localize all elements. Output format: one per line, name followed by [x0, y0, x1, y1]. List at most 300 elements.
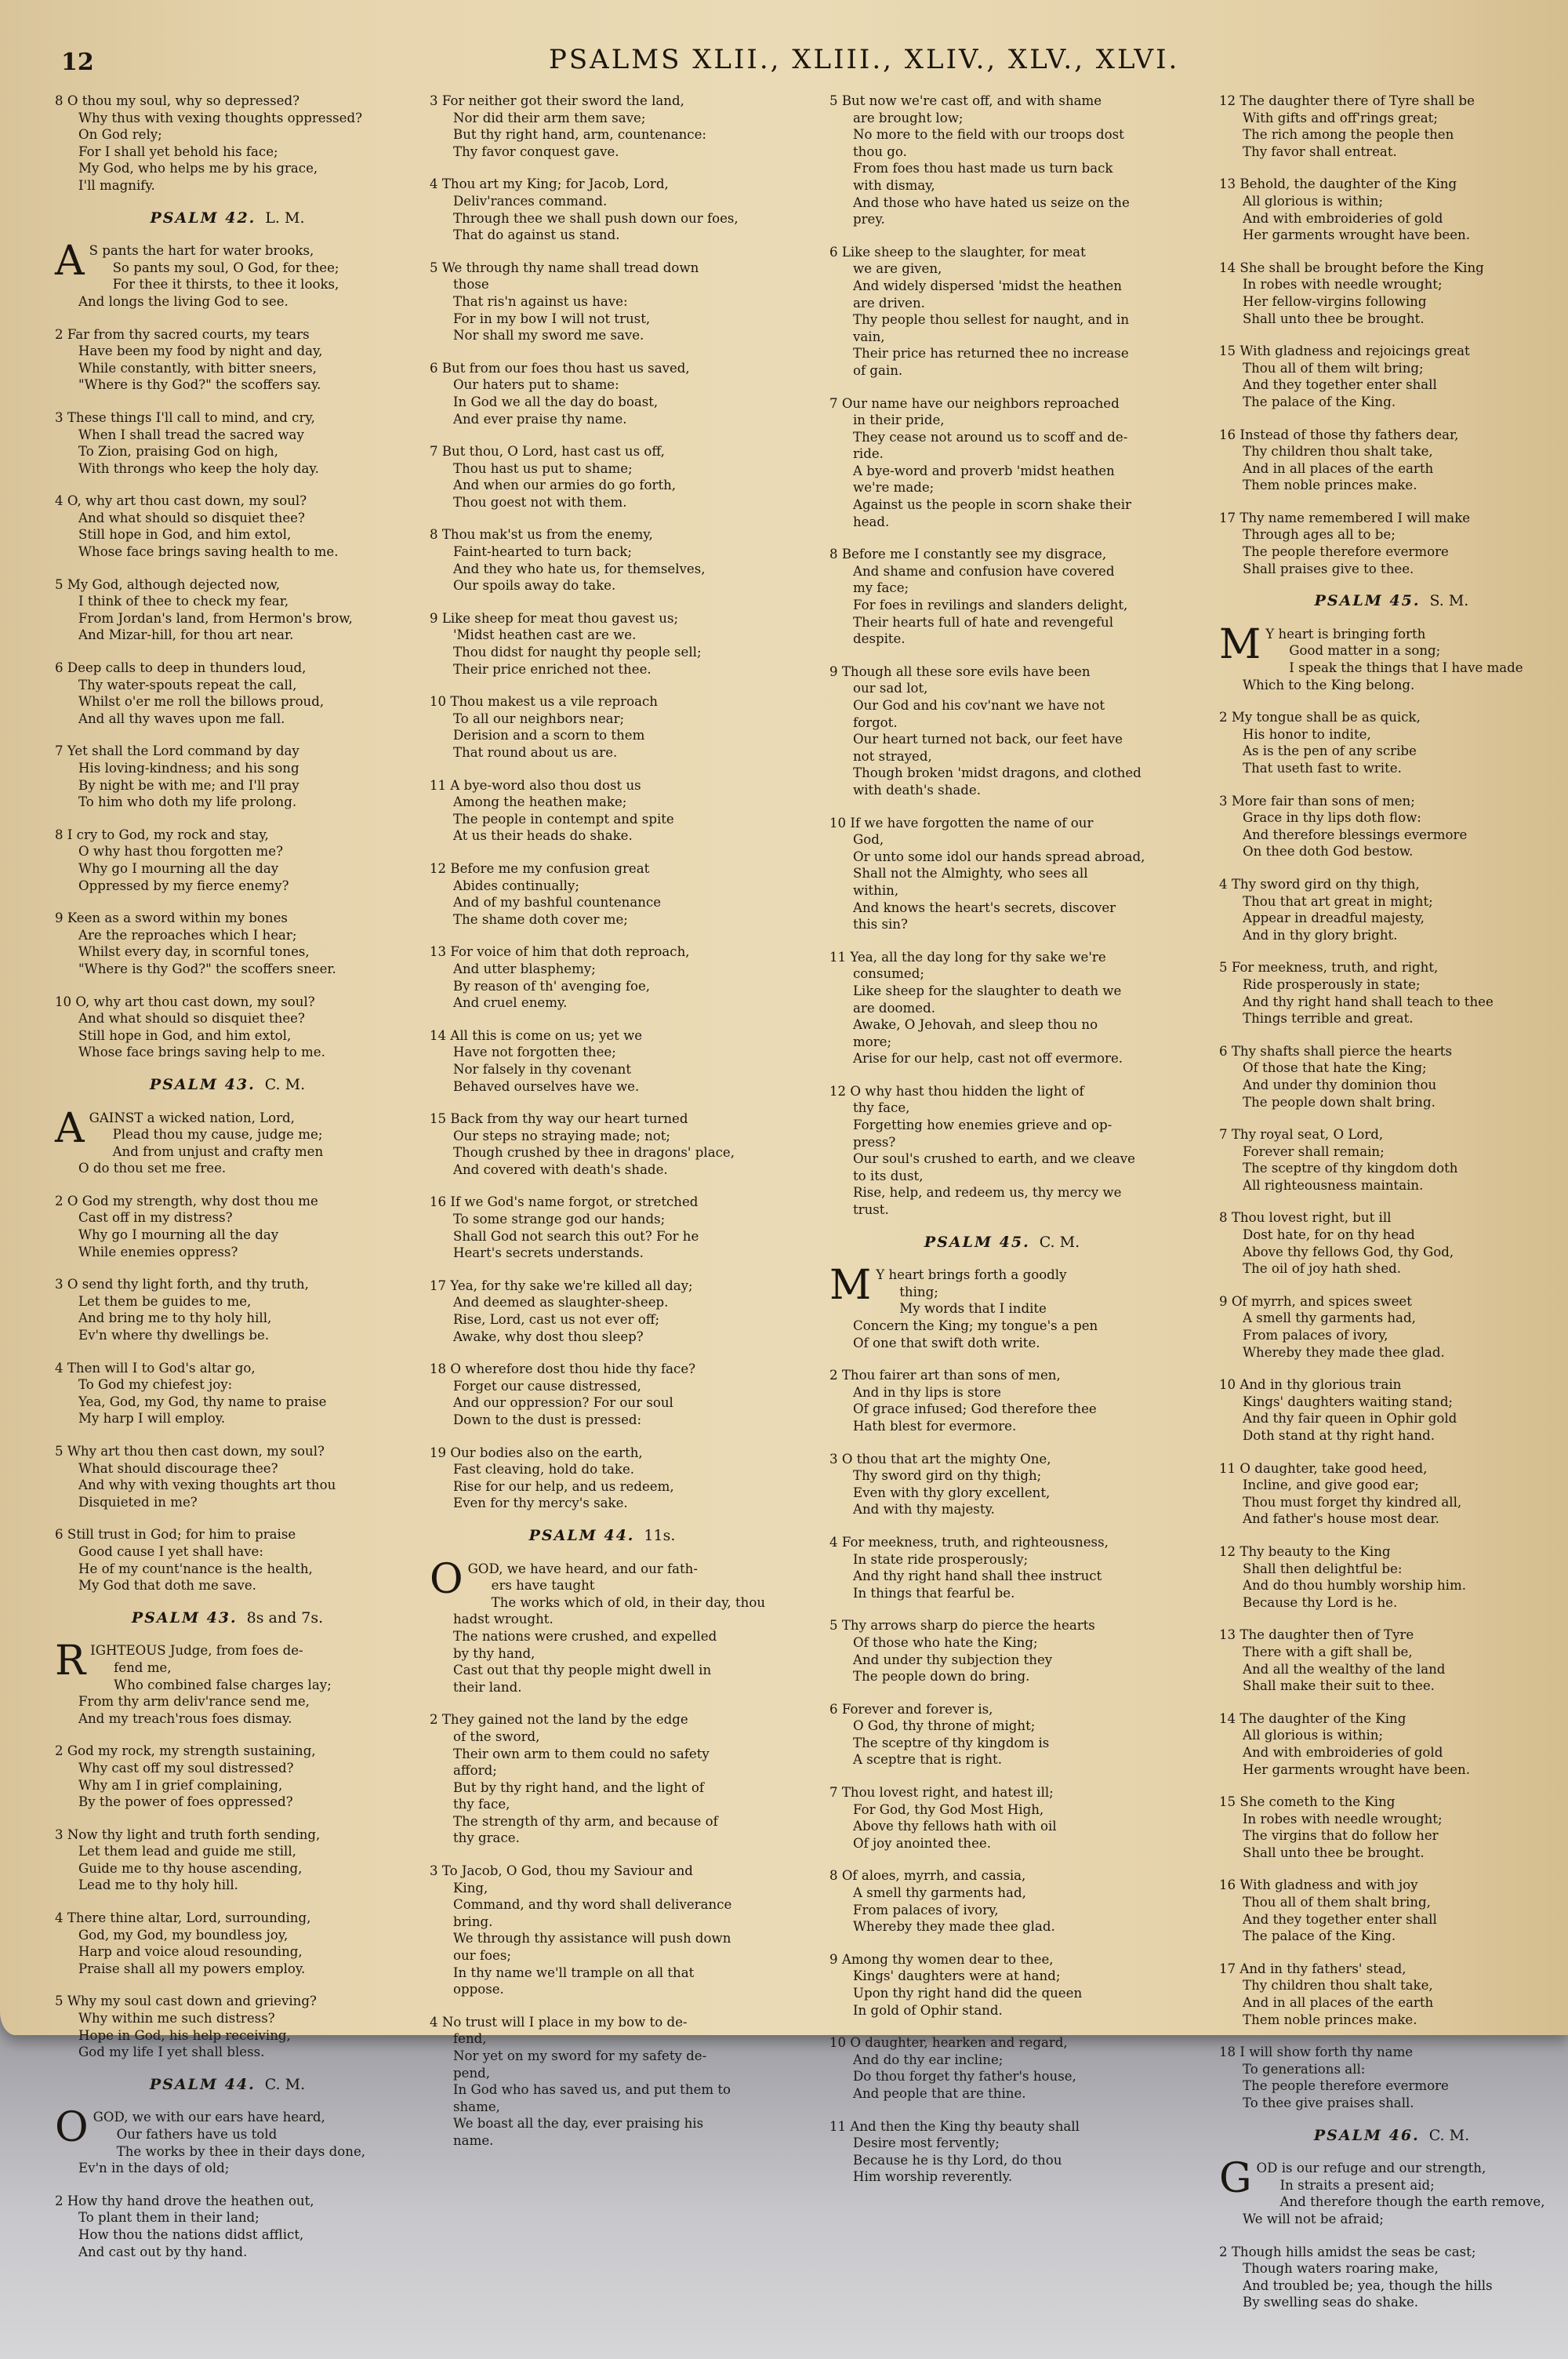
verse-line: He of my count'nance is the health,: [78, 1561, 313, 1576]
verse-line: Though crushed by thee in dragons' place,: [453, 1145, 735, 1161]
psalm-title: PSALM 44.: [528, 1526, 635, 1544]
verse: [430, 693, 775, 761]
verse-line: 14 She shall be brought before the King: [1219, 260, 1484, 275]
verse-line: Nor shall my sword me save.: [453, 328, 644, 343]
psalm-meter: 11s.: [644, 1526, 676, 1544]
verse-line: For I shall yet behold his face;: [78, 144, 278, 159]
verse-line: Shall unto thee be brought.: [1243, 311, 1425, 326]
verse-line: Like sheep for the slaughter to death we: [853, 983, 1122, 998]
verse-line: consumed;: [853, 966, 924, 982]
verse-line: Thy people thou sellest for naught, and in: [853, 312, 1130, 328]
verse-line: Because thy Lord is he.: [1243, 1594, 1398, 1610]
verse-line: are brought low;: [853, 110, 964, 125]
verse-line: trust.: [853, 1202, 889, 1218]
verse: [1219, 1877, 1564, 1944]
verse-line: Forget our cause distressed,: [453, 1378, 641, 1394]
verse-line: And deemed as slaughter-sheep.: [453, 1295, 669, 1310]
verse: [1219, 1209, 1564, 1277]
verse-line: 9 Among thy women dear to thee,: [829, 1951, 1054, 1967]
verse-line: Though broken 'midst dragons, and clothed: [853, 765, 1142, 781]
verse-line: For thee it thirsts, to thee it looks,: [112, 277, 339, 293]
verse-line: Thou that art great in might;: [1243, 893, 1433, 909]
verse-line: From thy arm deliv'rance send me,: [78, 1694, 310, 1710]
verse-line: And bring me to thy holy hill,: [78, 1310, 272, 1326]
verse: [829, 1083, 1174, 1219]
verse-line: For foes in revilings and slanders delight,: [853, 598, 1128, 613]
verse-line: My God that doth me save.: [78, 1578, 256, 1594]
verse: [55, 660, 400, 727]
verse-line: Of one that swift doth write.: [853, 1335, 1040, 1350]
verse-line: They cease not around us to scoff and de-: [853, 429, 1128, 445]
verse-line: And knows the heart's secrets, discover: [853, 900, 1116, 915]
verse-line: Their price has returned thee no increase: [853, 346, 1129, 362]
verse-line: press?: [853, 1134, 896, 1150]
verse-line: The sceptre of thy kingdom is: [853, 1735, 1050, 1750]
verse: [430, 93, 775, 160]
verse-line: Thy sword gird on thy thigh;: [853, 1468, 1042, 1484]
drop-cap-letter: M: [1219, 620, 1261, 668]
verse-line: Shall not the Almighty, who sees all: [853, 866, 1088, 881]
verse-line: Whilst every day, in scornful tones,: [78, 944, 310, 960]
verse-line: Even for thy mercy's sake.: [453, 1496, 628, 1511]
verse-line: 11 Yea, all the day long for thy sake we're: [829, 949, 1106, 965]
verse-line: By swelling seas do shake.: [1243, 2295, 1419, 2310]
verse-line: Her garments wrought have been.: [1243, 227, 1470, 243]
verse-line: And longs the living God to see.: [78, 293, 289, 309]
verse-line: The works by thee in their days done,: [116, 2143, 366, 2159]
verse-line: And in thy glory bright.: [1243, 927, 1398, 943]
verse: [55, 2193, 400, 2260]
verse: [1219, 1710, 1564, 1778]
verse: [829, 1701, 1174, 1768]
verse-line: And under thy dominion thou: [1243, 1077, 1437, 1092]
verse-line: And thy fair queen in Ophir gold: [1243, 1411, 1457, 1427]
verse-line: more;: [853, 1034, 892, 1049]
verse-line: And of my bashful countenance: [453, 895, 662, 911]
verse-line: Whose face brings saving health to me.: [78, 544, 339, 560]
verse-line: 12 Before me my confusion great: [430, 860, 650, 876]
verse-line: those: [453, 277, 489, 293]
verse-line: And under thy subjection they: [853, 1652, 1053, 1667]
drop-cap-letter: A: [55, 1104, 85, 1152]
verse: [829, 244, 1174, 380]
verse-line: Shall praises give to thee.: [1243, 561, 1414, 576]
verse-line: 4 There thine altar, Lord, surrounding,: [55, 1910, 311, 1926]
verse-line: we're made;: [853, 480, 935, 496]
verse: [55, 1104, 400, 1177]
verse-line: Oppressed by my fierce enemy?: [78, 878, 289, 893]
verse-line: Her garments wrought have been.: [1243, 1761, 1470, 1777]
verse-line: And utter blasphemy;: [453, 961, 596, 976]
verse-line: And Mizar-hill, for thou art near.: [78, 627, 294, 643]
verse-line: And in thy lips is store: [853, 1384, 1001, 1400]
verse-line: Who combined false charges lay;: [114, 1677, 332, 1692]
verse-line: Shall unto thee be brought.: [1243, 1845, 1425, 1860]
verse-line: And with embroideries of gold: [1243, 1744, 1443, 1760]
verse-line: Awake, O Jehovah, and sleep thou no: [853, 1017, 1098, 1033]
verse-line: And cruel enemy.: [453, 995, 568, 1011]
verse-line: hadst wrought.: [453, 1612, 554, 1627]
verse-line: 3 O thou that art the mighty One,: [829, 1451, 1051, 1467]
verse-line: Of grace infused; God therefore thee: [853, 1401, 1097, 1417]
verse-line: To generations all:: [1243, 2061, 1366, 2077]
verse-line: To plant them in their land;: [78, 2210, 260, 2226]
verse-line: The virgins that do follow her: [1243, 1828, 1439, 1844]
verse-line: And what should so disquiet thee?: [78, 510, 305, 525]
verse-line: Above thy fellows God, thy God,: [1243, 1244, 1454, 1259]
psalm-heading: [55, 1610, 400, 1627]
verse-line: 19 Our bodies also on the earth,: [430, 1445, 643, 1460]
verse-line: Thy favor conquest gave.: [453, 144, 619, 159]
verse-line: King,: [453, 1880, 488, 1896]
verse-line: Upon thy right hand did the queen: [853, 1986, 1083, 2001]
verse-line: Among the heathen make;: [453, 794, 627, 810]
verse-line: Because he is thy Lord, do thou: [853, 2152, 1062, 2168]
verse-line: 13 For voice of him that doth reproach,: [430, 944, 690, 960]
verse-line: IGHTEOUS Judge, from foes de-: [90, 1643, 303, 1659]
drop-cap-letter: A: [55, 238, 85, 285]
verse: [55, 326, 400, 394]
verse-line: With gifts and off'rings great;: [1243, 110, 1438, 125]
verse-line: 4 No trust will I place in my bow to de-: [430, 2014, 688, 2030]
verse-line: And do thy ear incline;: [853, 2052, 1004, 2067]
verse-line: The oil of joy hath shed.: [1243, 1261, 1402, 1277]
verse-line: Things terrible and great.: [1243, 1011, 1414, 1027]
verse-line: To some strange god our hands;: [453, 1212, 666, 1227]
verse-line: Hath blest for evermore.: [853, 1418, 1017, 1434]
verse-line: 3 To Jacob, O God, thou my Saviour and: [430, 1863, 693, 1879]
verse-line: And those who have hated us seize on the: [853, 194, 1130, 210]
verse-line: Why within me such distress?: [78, 2011, 275, 2026]
verse-line: 12 The daughter there of Tyre shall be: [1219, 93, 1475, 108]
verse-line: But thy right hand, arm, countenance:: [453, 127, 706, 143]
verse: [1219, 1126, 1564, 1194]
verse-line: Dost hate, for on thy head: [1243, 1227, 1415, 1243]
verse: [55, 1360, 400, 1427]
verse-line: Guide me to thy house ascending,: [78, 1860, 303, 1876]
verse-line: So pants my soul, O God, for thee;: [112, 260, 339, 275]
verse-line: 18 I will show forth thy name: [1219, 2045, 1414, 2060]
verse-line: 6 Thy shafts shall pierce the hearts: [1219, 1043, 1452, 1059]
verse: [430, 1361, 775, 1428]
verse: [829, 1951, 1174, 2019]
verse-line: In straits a present aid;: [1279, 2177, 1435, 2193]
verse-line: Above thy fellows hath with oil: [853, 1819, 1057, 1834]
verse-line: 2 O God my strength, why dost thou me: [55, 1193, 318, 1209]
verse-line: And thy right hand shall teach to thee: [1243, 994, 1494, 1009]
verse-line: 15 She cometh to the King: [1219, 1794, 1396, 1810]
verse-line: Why go I mourning all the day: [78, 860, 279, 876]
verse-line: OD is our refuge and our strength,: [1256, 2161, 1486, 2176]
verse: [1219, 2155, 1564, 2227]
verse-line: 17 Thy name remembered I will make: [1219, 510, 1471, 525]
verse-line: On God rely;: [78, 127, 162, 143]
verse-line: thy face,: [453, 1797, 510, 1812]
verse-line: Grace in thy lips doth flow:: [1243, 810, 1421, 826]
verse-line: In state ride prosperously;: [853, 1551, 1029, 1567]
verse-line: Nor falsely in thy covenant: [453, 1061, 632, 1077]
verse: [430, 526, 775, 594]
verse: [430, 443, 775, 511]
verse: [55, 1743, 400, 1810]
verse-line: 10 And in thy glorious train: [1219, 1377, 1402, 1393]
verse: [430, 777, 775, 845]
verse: [1219, 176, 1564, 243]
verse-line: And all thy waves upon me fall.: [78, 711, 285, 726]
verse-line: When I shall tread the sacred way: [78, 427, 304, 442]
verse-line: with dismay,: [853, 177, 935, 193]
verse-line: For God, thy God Most High,: [853, 1801, 1044, 1817]
verse: [55, 409, 400, 477]
verse-line: Praise shall all my powers employ.: [78, 1961, 306, 1976]
verse-line: 5 My God, although dejected now,: [55, 576, 280, 592]
verse-line: In thy name we'll trample on all that: [453, 1965, 695, 1980]
verse-line: Our God and his cov'nant we have not: [853, 698, 1105, 713]
verse-line: Why thus with vexing thoughts oppressed?: [78, 110, 362, 125]
verse-line: And therefore blessings evermore: [1243, 827, 1468, 842]
verse-line: And they together enter shall: [1243, 377, 1437, 393]
verse-line: But by thy right hand, and the light of: [453, 1779, 704, 1795]
verse-line: Good matter in a song;: [1289, 643, 1441, 659]
verse-line: Fast cleaving, hold do take.: [453, 1462, 635, 1478]
verse-line: Yea, God, my God, thy name to praise: [78, 1394, 327, 1409]
verse-line: Against us the people in scorn shake their: [853, 497, 1131, 513]
verse-line: Abides continually;: [453, 878, 579, 893]
verse-line: Command, and thy word shall deliverance: [453, 1897, 732, 1913]
verse-line: At us their heads do shake.: [453, 828, 633, 844]
verse-line: bring.: [453, 1914, 493, 1929]
verse-line: And widely dispersed 'midst the heathen: [853, 278, 1122, 293]
verse-line: 'Midst heathen cast are we.: [453, 627, 637, 643]
verse-line: 2 Though hills amidst the seas be cast;: [1219, 2244, 1476, 2259]
verse-line: Shall God not search this out? For he: [453, 1228, 699, 1244]
verse-line: head.: [853, 514, 890, 529]
verse-line: Forgetting how enemies grieve and op-: [853, 1118, 1112, 1133]
verse-line: 3 O send thy light forth, and thy truth,: [55, 1277, 309, 1292]
verse-line: Even with thy glory excellent,: [853, 1485, 1051, 1500]
verse-line: Though waters roaring make,: [1243, 2261, 1439, 2277]
verse-line: 3 Now thy light and truth forth sending,: [55, 1826, 321, 1842]
drop-cap-letter: R: [55, 1637, 86, 1685]
verse-line: pend,: [453, 2065, 491, 2081]
verse-line: While enemies oppress?: [78, 1244, 238, 1259]
verse-line: From palaces of ivory,: [853, 1902, 999, 1917]
psalm-title: PSALM 44.: [149, 2075, 256, 2093]
verse: [55, 1526, 400, 1594]
psalm-heading: [1219, 2128, 1564, 2145]
verse-line: GOD, we have heard, and our fath-: [467, 1561, 698, 1576]
verse-line: Shall make their suit to thee.: [1243, 1678, 1435, 1694]
verse-line: As is the pen of any scribe: [1243, 743, 1417, 759]
text-column-1: [55, 93, 400, 2276]
verse: [829, 1262, 1174, 1351]
verse-line: Deliv'rances command.: [453, 193, 608, 209]
verse: [430, 1194, 775, 1261]
verse-line: The people in contempt and spite: [453, 811, 674, 827]
verse-line: 16 Instead of those thy fathers dear,: [1219, 427, 1459, 442]
verse: [55, 827, 400, 894]
verse-line: 2 God my rock, my strength sustaining,: [55, 1743, 316, 1759]
verse-line: with death's shade.: [853, 782, 981, 798]
verse-line: God my life I yet shall bless.: [78, 2045, 265, 2060]
verse: [1219, 1543, 1564, 1611]
verse-line: And shame and confusion have covered: [853, 563, 1115, 579]
verse: [829, 1367, 1174, 1434]
verse-line: 18 O wherefore dost thou hide thy face?: [430, 1361, 696, 1377]
verse-line: All glorious is within;: [1243, 1728, 1384, 1743]
verse-line: And in all places of the earth: [1243, 460, 1434, 476]
verse-line: 2 Thou fairer art than sons of men,: [829, 1368, 1061, 1383]
verse-line: The people therefore evermore: [1243, 544, 1449, 560]
verse-line: this sin?: [853, 917, 908, 932]
verse: [55, 2104, 400, 2176]
verse: [829, 395, 1174, 531]
verse-line: 4 For meekness, truth, and righteousness,: [829, 1534, 1109, 1550]
verse: [430, 1445, 775, 1512]
verse-line: Him worship reverently.: [853, 2169, 1013, 2185]
verse-line: Are the reproaches which I hear;: [78, 927, 297, 943]
verse-line: oppose.: [453, 1982, 504, 1997]
verse-line: 12 O why hast thou hidden the light of: [829, 1083, 1084, 1099]
verse-line: On thee doth God bestow.: [1243, 844, 1414, 860]
verse: [430, 1278, 775, 1345]
psalm-title: PSALM 45.: [1314, 592, 1421, 610]
verse-line: their land.: [453, 1679, 522, 1695]
verse-line: A bye-word and proverb 'midst heathen: [853, 463, 1115, 478]
psalm-meter: C. M.: [264, 2075, 306, 2093]
text-column-3: [829, 93, 1174, 2201]
verse-line: 7 Thou lovest right, and hatest ill;: [829, 1785, 1054, 1801]
verse-line: A smell thy garments had,: [1243, 1310, 1416, 1326]
verse-line: Behaved ourselves have we.: [453, 1078, 640, 1094]
verse-line: To Zion, praising God on high,: [78, 444, 278, 460]
verse-line: How thou the nations didst afflict,: [78, 2226, 304, 2242]
verse: [430, 360, 775, 427]
verse: [829, 1617, 1174, 1685]
verse-line: In gold of Ophir stand.: [853, 2002, 1003, 2018]
verse-line: Still hope in God, and him extol,: [78, 527, 292, 543]
verse-line: not strayed,: [853, 748, 932, 764]
verse-line: Hope in God, his help receiving,: [78, 2027, 291, 2043]
verse-line: Cast off in my distress?: [78, 1210, 233, 1226]
verse-line: Thou all of them shalt bring,: [1243, 1895, 1431, 1910]
verse-line: Ev'n where thy dwellings be.: [78, 1328, 270, 1343]
verse-line: 10 O, why art thou cast down, my soul?: [55, 994, 315, 1009]
verse: [55, 910, 400, 977]
verse-line: Do thou forget thy father's house,: [853, 2069, 1076, 2085]
verse: [1219, 1794, 1564, 1861]
verse-line: And with thy majesty.: [853, 1502, 995, 1518]
verse-line: In robes with needle wrought;: [1243, 1811, 1443, 1826]
verse-line: 16 With gladness and with joy: [1219, 1877, 1418, 1893]
verse: [829, 546, 1174, 648]
verse-line: Shall then delightful be:: [1243, 1561, 1403, 1576]
verse-line: I think of thee to check my fear,: [78, 594, 289, 609]
verse-line: The palace of the King.: [1243, 1928, 1396, 1944]
verse-line: Our steps no straying made; not;: [453, 1128, 671, 1143]
verse-line: I'll magnify.: [78, 177, 155, 193]
verse-line: And thy right hand shall thee instruct: [853, 1568, 1102, 1584]
verse-line: His loving-kindness; and his song: [78, 761, 299, 776]
verse-line: 2 My tongue shall be as quick,: [1219, 710, 1421, 725]
verse-line: 6 Still trust in God; for him to praise: [55, 1527, 296, 1543]
verse-line: The strength of thy arm, and because of: [453, 1813, 718, 1829]
verse-line: Her fellow-virgins following: [1243, 293, 1427, 309]
verse-line: Nor yet on my sword for my safety de-: [453, 2048, 707, 2063]
verse-line: We boast all the day, ever praising his: [453, 2116, 704, 2132]
verse: [829, 1534, 1174, 1601]
verse-line: For in my bow I will not trust,: [453, 311, 651, 326]
verse-line: name.: [453, 2132, 494, 2148]
verse-line: That ris'n against us have:: [453, 293, 628, 309]
verse-line: The works which of old, in their day, thou: [491, 1594, 766, 1610]
verse-line: 9 Keen as a sword within my bones: [55, 911, 288, 926]
verse-line: 3 These things I'll call to mind, and cry,: [55, 409, 315, 425]
verse-line: Heart's secrets understands.: [453, 1245, 644, 1261]
verse-line: shame,: [453, 2099, 500, 2114]
verse: [829, 2034, 1174, 2102]
verse-line: 2 Far from thy sacred courts, my tears: [55, 326, 310, 342]
text-column-2: [430, 93, 775, 2165]
verse-line: Nor did their arm them save;: [453, 110, 646, 125]
verse-line: To God my chiefest joy:: [78, 1377, 233, 1393]
verse-line: Appear in dreadful majesty,: [1243, 911, 1425, 926]
verse-line: Doth stand at thy right hand.: [1243, 1428, 1436, 1443]
psalm-meter: 8s and 7s.: [246, 1608, 324, 1627]
verse-line: The nations were crushed, and expelled: [453, 1628, 717, 1644]
verse: [1219, 1293, 1564, 1361]
verse-line: Thy children thou shalt take,: [1243, 1978, 1433, 1994]
verse-line: Of those that hate the King;: [1243, 1060, 1427, 1076]
psalm-meter: S. M.: [1429, 592, 1469, 610]
verse-line: 6 Like sheep to the slaughter, for meat: [829, 244, 1086, 260]
verse-line: From foes thou hast made us turn back: [853, 161, 1113, 176]
verse-line: Ev'n in the days of old;: [78, 2161, 230, 2176]
verse-line: 4 O, why art thou cast down, my soul?: [55, 493, 307, 509]
verse: [1219, 343, 1564, 410]
verse: [430, 260, 775, 344]
verse-line: within,: [853, 882, 899, 898]
verse-line: We will not be afraid;: [1243, 2211, 1384, 2226]
verse-line: Them noble princes make.: [1243, 478, 1417, 493]
verse-line: 8 I cry to God, my rock and stay,: [55, 827, 269, 842]
verse-line: 4 Then will I to God's altar go,: [55, 1360, 256, 1376]
verse-line: 16 If we God's name forgot, or stretched: [430, 1194, 699, 1210]
verse-line: 3 More fair than sons of men;: [1219, 793, 1415, 809]
verse-line: My words that I indite: [899, 1301, 1047, 1317]
verse: [55, 1276, 400, 1343]
verse-line: 4 Thy sword gird on thy thigh,: [1219, 876, 1420, 892]
verse: [829, 815, 1174, 933]
verse-line: Desire most fervently;: [853, 2135, 1000, 2151]
verse: [1219, 959, 1564, 1027]
verse-line: Whilst o'er me roll the billows proud,: [78, 694, 325, 710]
verse-line: "Where is thy God?" the scoffers sneer.: [78, 961, 336, 976]
verse-line: 8 Thou mak'st us from the enemy,: [430, 527, 653, 543]
verse-line: By the power of foes oppressed?: [78, 1794, 293, 1810]
verse-line: Their hearts full of hate and revengeful: [853, 614, 1114, 630]
verse-line: We through thy assistance will push down: [453, 1931, 731, 1946]
verse-line: And they together enter shall: [1243, 1911, 1437, 1927]
verse-line: 5 We through thy name shall tread down: [430, 260, 699, 275]
verse-line: Which to the King belong.: [1243, 677, 1415, 692]
verse: [829, 949, 1174, 1067]
verse-line: Ride prosperously in state;: [1243, 976, 1421, 992]
verse-line: 15 With gladness and rejoicings great: [1219, 343, 1470, 359]
verse-line: Disquieted in me?: [78, 1494, 198, 1510]
verse-line: Rise, Lord, cast us not ever off;: [453, 1312, 660, 1328]
verse-line: And why with vexing thoughts art thou: [78, 1478, 336, 1493]
